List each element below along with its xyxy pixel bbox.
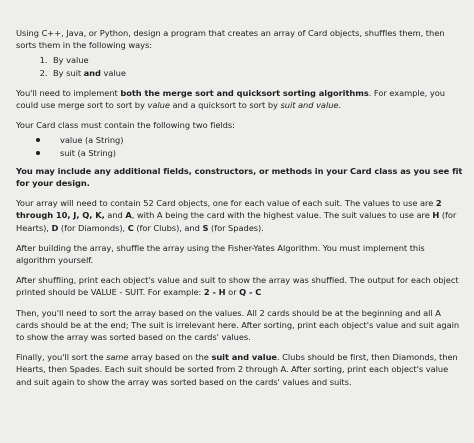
sort-option-2-tail: value <box>100 67 126 78</box>
field-suit: suit (a String) <box>50 147 464 159</box>
array-mid2: , with A being the card with the highest value. The suit values to use are <box>131 210 433 221</box>
suit-h-text: (for Hearts), <box>16 210 457 233</box>
card-fields-list <box>16 134 464 158</box>
suit-d-text: (for Diamonds), <box>58 222 128 233</box>
array-ace-bold: A <box>125 210 132 221</box>
print-lead: After shuffling, print each object's value and suit to show the array was shuffled. The output for each object printed should be VALUE - SUIT. For example: <box>16 275 459 298</box>
print-or: or <box>225 287 240 298</box>
sort-option-by-value <box>50 54 464 66</box>
algorithms-bold: both the merge sort and quicksort sorting algorithms <box>120 87 369 98</box>
example-2-bold: Q - C <box>239 287 262 298</box>
shuffle-paragraph: After building the array, shuffle the array using the Fisher-Yates Algorithm. You must implement this algorithm yourself. <box>16 242 425 266</box>
card-class-paragraph: Your Card class must contain the following two fields: <box>16 120 235 131</box>
final-tail: . Clubs should be first, then Diamonds, then Hearts, then Spades. Each suit should be sorted from 2 through A. After sorting, print each object's value and suit again to show the array was sorted based on the cards' values and suits. <box>16 352 458 387</box>
additional-paragraph <box>16 165 464 189</box>
suit-d-bold: D <box>51 222 59 233</box>
field-value: value (a String) <box>50 134 464 146</box>
array-values-bold: 2 through 10, J, Q, K, <box>16 198 442 221</box>
sort-suit-value-paragraph <box>16 351 464 388</box>
algorithms-mid1: . For example, you could use merge sort to sort by <box>16 87 445 111</box>
algorithms-mid2: and a quicksort to sort by <box>169 100 281 111</box>
suit-s-text: (for Spades). <box>208 222 264 233</box>
algorithms-end: . <box>338 100 342 111</box>
final-same-ital: same <box>106 352 129 363</box>
example-1-bold: 2 - H <box>203 287 226 298</box>
sort-value-paragraph: Then, you'll need to sort the array based on the values. All 2 cards should be at the beginning and all A cards should be at the end; The suit is irrelevant here. After sorting, print each object's value and suit again to show the array was sorted based on the cards' values. <box>16 307 460 343</box>
sort-option-2-and: and <box>83 67 101 78</box>
array-mid: and <box>104 210 126 221</box>
array-spec-paragraph <box>16 197 464 234</box>
sort-option-by-suit-and-value <box>50 67 464 79</box>
intro-paragraph: Using C++, Java, or Python, design a program that creates an array of Card objects, shuffles them, then sorts them in the following ways: <box>16 28 445 51</box>
sort-options-list <box>16 54 464 78</box>
suit-h-bold: H <box>432 210 440 221</box>
algorithms-ital-value: value <box>147 100 170 111</box>
print-shuffle-paragraph <box>16 274 464 298</box>
suit-s-bold: S <box>202 222 209 233</box>
suit-c-text: (for Clubs), and <box>133 222 203 233</box>
sort-option-1-text: By value <box>53 55 89 66</box>
array-lead: Your array will need to contain 52 Card objects, one for each value of each suit. The values to use are <box>16 198 436 209</box>
final-suit-value-bold: suit and value <box>211 352 277 363</box>
algorithms-ital-suit-value: suit and value <box>280 100 339 111</box>
final-mid: array based on the <box>128 352 212 363</box>
algorithms-lead: You'll need to implement <box>16 87 121 98</box>
final-lead: Finally, you'll sort the <box>16 352 107 363</box>
sort-option-2-text: By suit <box>53 67 84 78</box>
suit-c-bold: C <box>127 222 134 233</box>
additional-bold: You may include any additional fields, constructors, or methods in your Card class as you see fit for your design. <box>16 165 463 189</box>
algorithms-paragraph <box>16 87 464 111</box>
